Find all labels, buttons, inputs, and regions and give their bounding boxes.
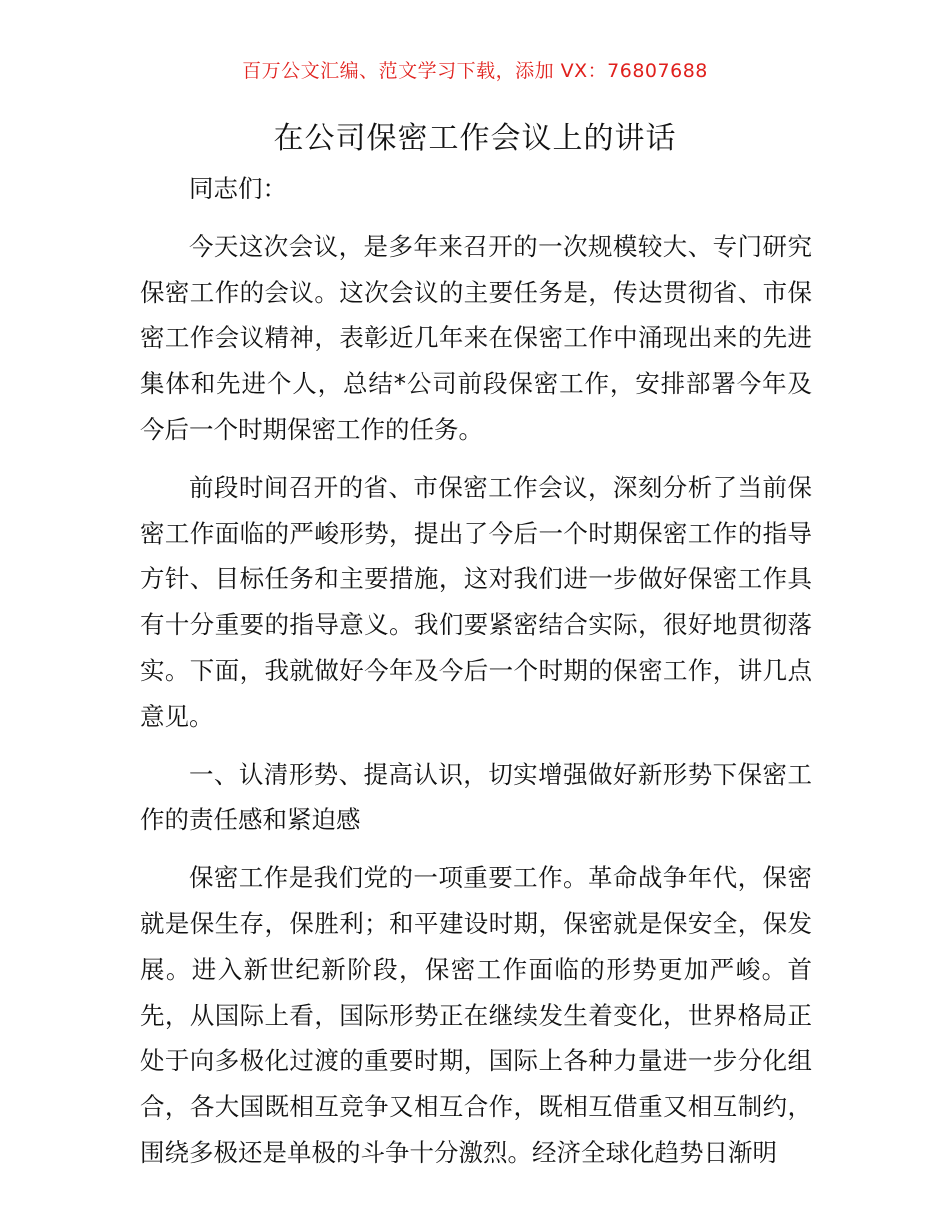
salutation: 同志们： [189,174,287,203]
paragraph-intro: 今天这次会议，是多年来召开的一次规模较大、专门研究保密工作的会议。这次会议的主要任务是，传达贯彻省、市保密工作会议精神，表彰近几年来在保密工作中涌现出来的先进集体和先进个人，总结*公司前段保密工作，安排部署今年及今后一个时期保密工作的任务。 [140,231,812,444]
paragraph-context: 前段时间召开的省、市保密工作会议，深刻分析了当前保密工作面临的严峻形势，提出了今后一个时期保密工作的指导方针、目标任务和主要措施，这对我们进一步做好保密工作具有十分重要的指导意义。我们要紧密结合实际，很好地贯彻落实。下面，我就做好今年及今后一个时期的保密工作，讲几点意见。 [140,472,812,731]
paragraph-section-1: 保密工作是我们党的一项重要工作。革命战争年代，保密就是保生存，保胜利；和平建设时期，保密就是保安全，保发展。进入新世纪新阶段，保密工作面临的形势更加严峻。首先，从国际上看，国际形势正在继续发生着变化，世界格局正处于向多极化过渡的重要时期，国际上各种力量进一步分化组合，各大国既相互竞争又相互合作，既相互借重又相互制约，围绕多极还是单极的斗争十分激烈。经济全球化趋势日渐明 [140,863,812,1167]
document-title: 在公司保密工作会议上的讲话 [273,121,677,156]
document-body [140,166,812,1176]
section-heading-1: 一、认清形势、提高认识，切实增强做好新形势下保密工作的责任感和紧迫感 [140,759,812,835]
promo-banner: 百万公文汇编、范文学习下载，添加 VX：76807688 [242,60,708,82]
